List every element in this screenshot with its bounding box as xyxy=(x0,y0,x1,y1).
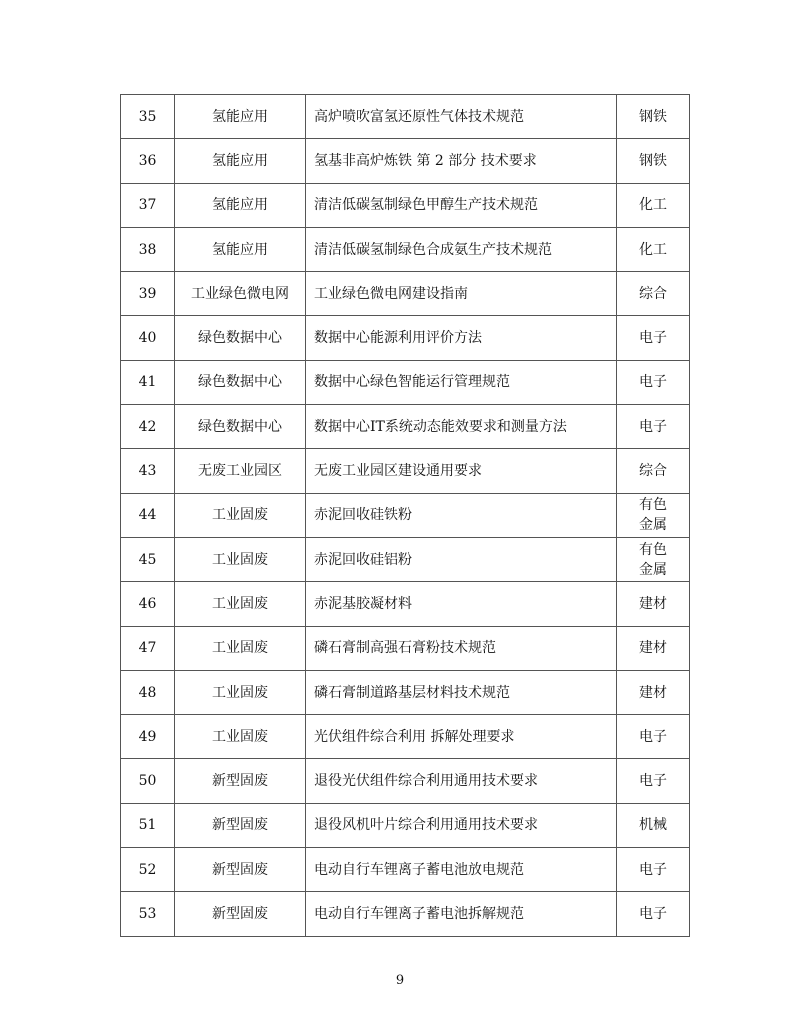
row-standard-name: 赤泥回收硅铁粉 xyxy=(306,493,617,537)
row-industry: 电子 xyxy=(617,892,690,936)
row-category: 工业固废 xyxy=(175,715,306,759)
row-industry: 化工 xyxy=(617,183,690,227)
row-industry: 化工 xyxy=(617,227,690,271)
row-standard-name: 清洁低碳氢制绿色合成氨生产技术规范 xyxy=(306,227,617,271)
row-industry: 机械 xyxy=(617,803,690,847)
row-industry: 电子 xyxy=(617,316,690,360)
row-number: 37 xyxy=(121,183,175,227)
row-number: 40 xyxy=(121,316,175,360)
row-number: 52 xyxy=(121,848,175,892)
table-row xyxy=(121,316,690,360)
row-industry: 电子 xyxy=(617,405,690,449)
row-industry: 综合 xyxy=(617,449,690,493)
row-number: 35 xyxy=(121,95,175,139)
row-number: 47 xyxy=(121,626,175,670)
row-category: 工业固废 xyxy=(175,537,306,581)
row-category: 工业固废 xyxy=(175,493,306,537)
table-row xyxy=(121,626,690,670)
row-category: 氢能应用 xyxy=(175,139,306,183)
row-category: 工业固废 xyxy=(175,670,306,714)
table-row xyxy=(121,803,690,847)
row-number: 43 xyxy=(121,449,175,493)
table-row xyxy=(121,493,690,537)
row-number: 38 xyxy=(121,227,175,271)
row-category: 工业绿色微电网 xyxy=(175,272,306,316)
table-body xyxy=(121,95,690,937)
standards-table-container xyxy=(120,94,688,937)
row-category: 工业固废 xyxy=(175,626,306,670)
row-industry: 钢铁 xyxy=(617,95,690,139)
table-row xyxy=(121,360,690,404)
page-number: 9 xyxy=(395,973,405,988)
row-standard-name: 电动自行车锂离子蓄电池放电规范 xyxy=(306,848,617,892)
row-standard-name: 数据中心能源利用评价方法 xyxy=(306,316,617,360)
row-number: 49 xyxy=(121,715,175,759)
row-category: 新型固废 xyxy=(175,803,306,847)
table-row xyxy=(121,670,690,714)
row-standard-name: 高炉喷吹富氢还原性气体技术规范 xyxy=(306,95,617,139)
table-row xyxy=(121,449,690,493)
table-row xyxy=(121,95,690,139)
row-standard-name: 磷石膏制高强石膏粉技术规范 xyxy=(306,626,617,670)
row-number: 53 xyxy=(121,892,175,936)
row-industry: 综合 xyxy=(617,272,690,316)
row-standard-name: 电动自行车锂离子蓄电池拆解规范 xyxy=(306,892,617,936)
table-row xyxy=(121,272,690,316)
row-industry: 钢铁 xyxy=(617,139,690,183)
row-standard-name: 无废工业园区建设通用要求 xyxy=(306,449,617,493)
row-industry: 电子 xyxy=(617,360,690,404)
row-standard-name: 数据中心绿色智能运行管理规范 xyxy=(306,360,617,404)
row-standard-name: 清洁低碳氢制绿色甲醇生产技术规范 xyxy=(306,183,617,227)
table-row xyxy=(121,759,690,803)
row-standard-name: 赤泥回收硅铝粉 xyxy=(306,537,617,581)
row-standard-name: 氢基非高炉炼铁 第 2 部分 技术要求 xyxy=(306,139,617,183)
row-category: 绿色数据中心 xyxy=(175,405,306,449)
row-category: 新型固废 xyxy=(175,759,306,803)
row-industry: 建材 xyxy=(617,670,690,714)
row-standard-name: 数据中心IT系统动态能效要求和测量方法 xyxy=(306,405,617,449)
row-industry: 建材 xyxy=(617,626,690,670)
row-number: 45 xyxy=(121,537,175,581)
row-industry: 有色 金属 xyxy=(617,493,690,537)
row-standard-name: 磷石膏制道路基层材料技术规范 xyxy=(306,670,617,714)
row-industry: 电子 xyxy=(617,759,690,803)
row-category: 工业固废 xyxy=(175,582,306,626)
table-row xyxy=(121,227,690,271)
row-category: 氢能应用 xyxy=(175,227,306,271)
row-standard-name: 赤泥基胶凝材料 xyxy=(306,582,617,626)
row-category: 绿色数据中心 xyxy=(175,316,306,360)
row-industry: 有色 金属 xyxy=(617,537,690,581)
table-row xyxy=(121,892,690,936)
row-number: 46 xyxy=(121,582,175,626)
table-row xyxy=(121,139,690,183)
table-row xyxy=(121,848,690,892)
standards-table xyxy=(120,94,690,937)
row-category: 新型固废 xyxy=(175,848,306,892)
row-number: 41 xyxy=(121,360,175,404)
row-category: 氢能应用 xyxy=(175,183,306,227)
row-number: 42 xyxy=(121,405,175,449)
row-industry: 电子 xyxy=(617,848,690,892)
row-number: 51 xyxy=(121,803,175,847)
table-row xyxy=(121,183,690,227)
row-category: 氢能应用 xyxy=(175,95,306,139)
row-standard-name: 工业绿色微电网建设指南 xyxy=(306,272,617,316)
table-row xyxy=(121,715,690,759)
row-industry: 建材 xyxy=(617,582,690,626)
row-category: 新型固废 xyxy=(175,892,306,936)
row-standard-name: 退役风机叶片综合利用通用技术要求 xyxy=(306,803,617,847)
table-row xyxy=(121,405,690,449)
row-category: 绿色数据中心 xyxy=(175,360,306,404)
row-industry: 电子 xyxy=(617,715,690,759)
table-row xyxy=(121,537,690,581)
table-row xyxy=(121,582,690,626)
row-standard-name: 光伏组件综合利用 拆解处理要求 xyxy=(306,715,617,759)
row-number: 44 xyxy=(121,493,175,537)
row-number: 50 xyxy=(121,759,175,803)
row-category: 无废工业园区 xyxy=(175,449,306,493)
row-number: 39 xyxy=(121,272,175,316)
row-number: 48 xyxy=(121,670,175,714)
row-number: 36 xyxy=(121,139,175,183)
row-standard-name: 退役光伏组件综合利用通用技术要求 xyxy=(306,759,617,803)
